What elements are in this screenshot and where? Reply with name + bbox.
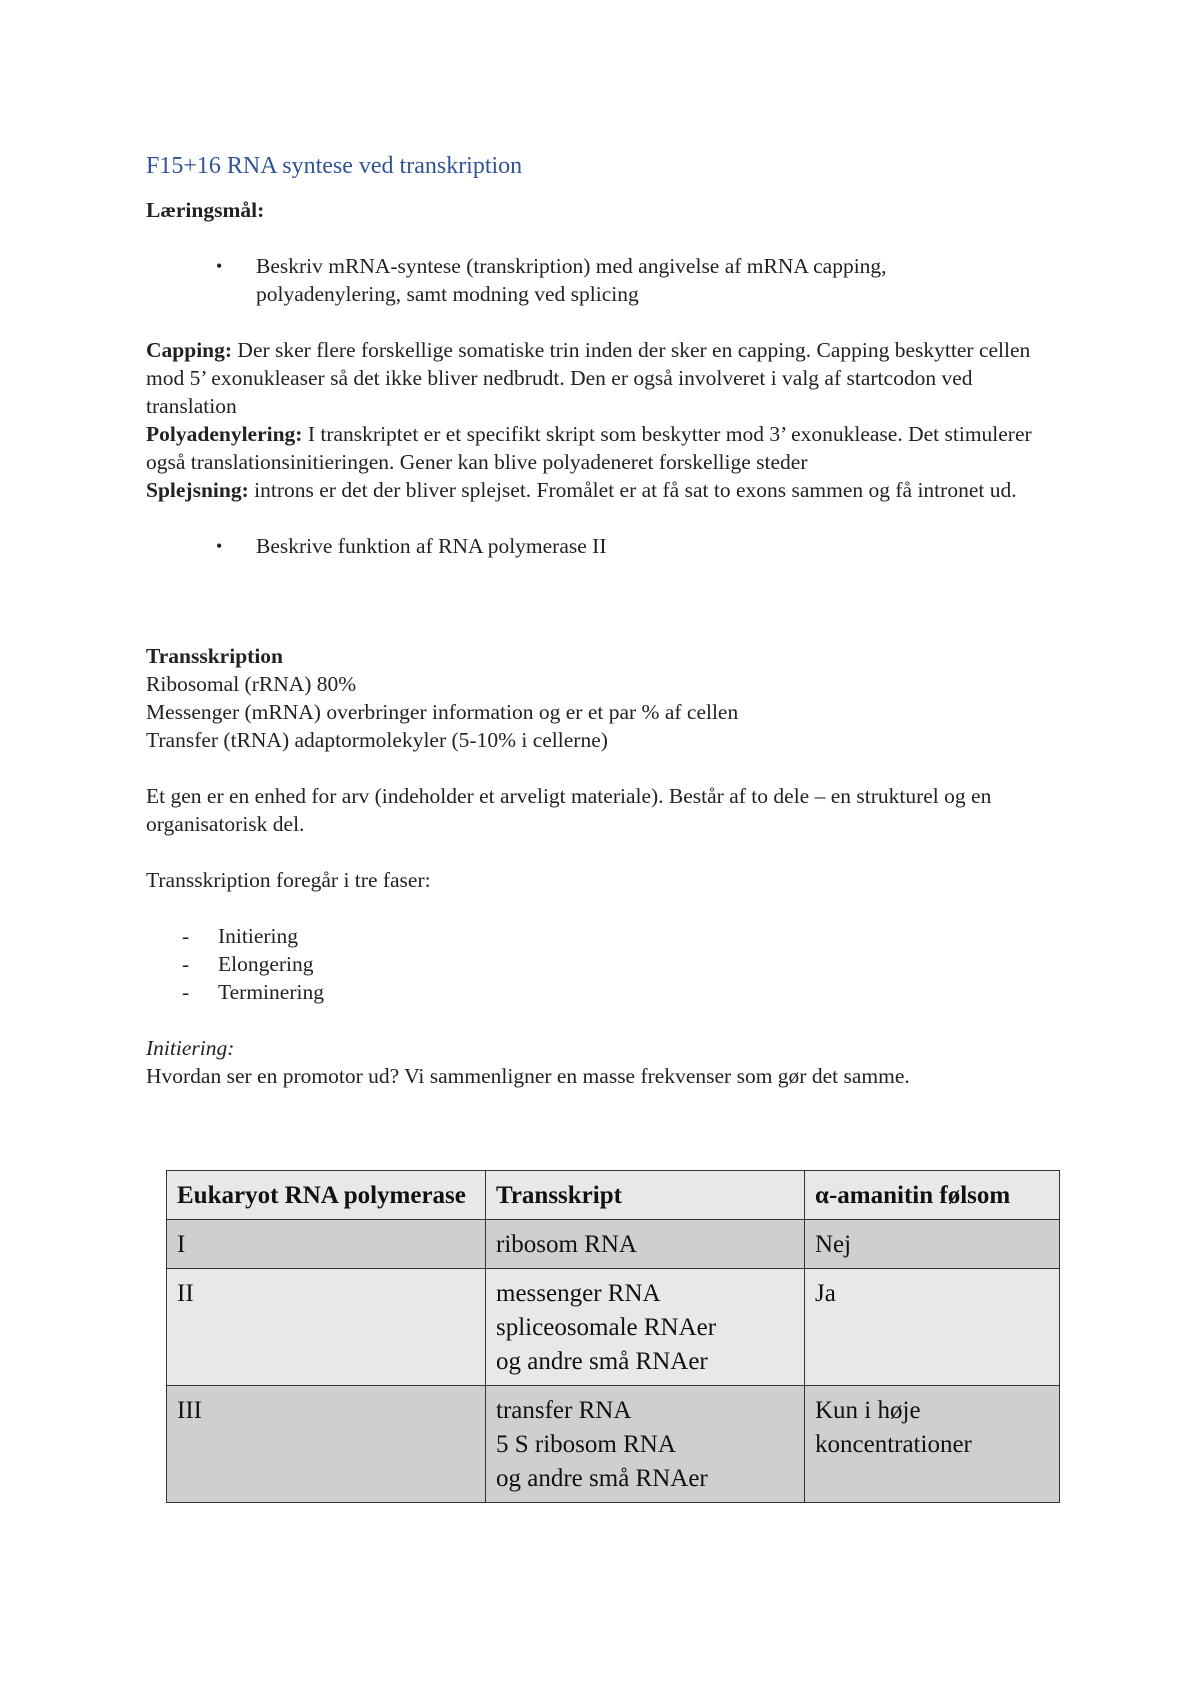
cell-transcript: ribosom RNA [486,1220,805,1269]
table-row [167,1220,1060,1269]
table-header-row [167,1171,1060,1220]
phase-item: - Initiering [182,924,299,948]
phases-intro: Transskription foregår i tre faser: [146,868,431,892]
transskription-heading: Transskription [146,644,283,668]
table-row [167,1269,1060,1386]
phase-item: - Terminering [182,980,324,1004]
rna-polymerase-table [166,1170,1060,1503]
rna-type-line: Transfer (tRNA) adaptormolekyler (5-10% i cellerne) [146,728,608,752]
capping-paragraph [146,336,1056,420]
learning-goal-line: Beskriv mRNA-syntese (transkription) med angivelse af mRNA capping, [256,254,887,278]
learning-goals-heading: Læringsmål: [146,198,265,222]
dash-icon: - [182,952,190,976]
cell-sensitive: Nej [805,1220,1060,1269]
cell-polymerase: III [167,1386,486,1503]
bullet-icon: • [216,536,223,556]
initiering-heading: Initiering: [146,1036,235,1060]
capping-label: Capping: [146,338,233,362]
polyadenylering-paragraph [146,420,1056,476]
header-polymerase: Eukaryot RNA polymerase [167,1171,486,1220]
cell-transcript: messenger RNA spliceosomale RNAer og andre små RNAer [486,1269,805,1386]
learning-goal-line: Beskrive funktion af RNA polymerase II [256,534,607,558]
bullet-icon: • [216,256,223,276]
polyadenylering-label: Polyadenylering: [146,422,303,446]
polyadenylering-text: I transkriptet er et specifikt skript som beskytter mod 3’ exonuklease. Det stimulerer også translationsinitieringen. Gener kan blive polyadeneret forskellige steder [146,422,1032,474]
dash-icon: - [182,924,190,948]
splejsning-label: Splejsning: [146,478,249,502]
learning-goal-item [216,532,1056,560]
header-transcript: Transskript [486,1171,805,1220]
rna-type-line: Messenger (mRNA) overbringer information og er et par % af cellen [146,700,739,724]
cell-sensitive: Kun i høje koncentrationer [805,1386,1060,1503]
learning-goal-line: polyadenylering, samt modning ved splicing [256,282,639,306]
gene-definition: Et gen er en enhed for arv (indeholder et arveligt materiale). Består af to dele – en strukturel og en organisatorisk del. [146,784,992,836]
document-title: F15+16 RNA syntese ved transkription [146,153,523,179]
cell-polymerase: II [167,1269,486,1386]
initiering-text: Hvordan ser en promotor ud? Vi sammenligner en masse frekvenser som gør det samme. [146,1064,910,1088]
table-row [167,1386,1060,1503]
learning-goal-item [216,252,1056,308]
splejsning-text: introns er det der bliver splejset. Fromålet er at få sat to exons sammen og få intronet ud. [248,478,1017,502]
learning-goals-list [146,252,1056,308]
learning-goals-list-2 [146,532,1056,560]
phases-list [146,922,1056,1006]
capping-text: Der sker flere forskellige somatiske trin inden der sker en capping. Capping beskytter cellen mod 5’ exonukleaser så det ikke bliver nedbrudt. Den er også involveret i valg af startcodon ved translation [146,338,1031,418]
phase-item: - Elongering [182,952,314,976]
rna-type-line: Ribosomal (rRNA) 80% [146,672,357,696]
cell-sensitive: Ja [805,1269,1060,1386]
document-page [146,150,1056,1090]
dash-icon: - [182,980,190,1004]
header-amanitin: α-amanitin følsom [805,1171,1060,1220]
splejsning-paragraph [146,476,1056,504]
cell-polymerase: I [167,1220,486,1269]
cell-transcript: transfer RNA 5 S ribosom RNA og andre små RNAer [486,1386,805,1503]
